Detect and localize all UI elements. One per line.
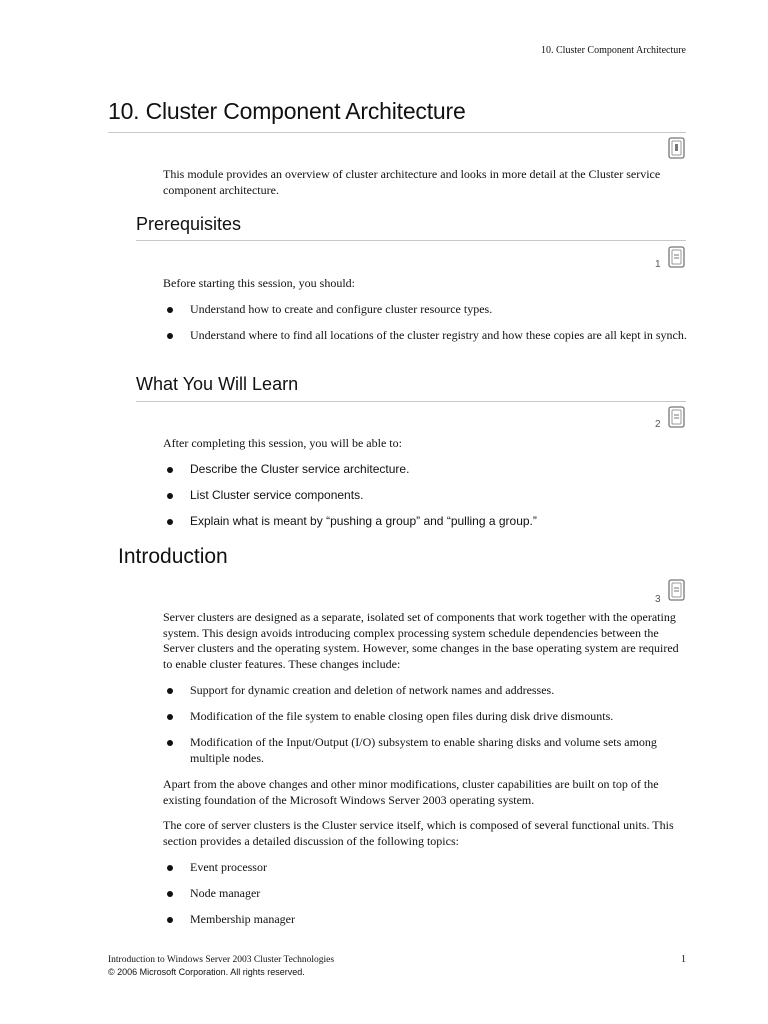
prerequisites-divider	[136, 240, 686, 241]
topics-list	[163, 860, 687, 938]
title-divider	[108, 132, 686, 133]
slide-icon	[667, 246, 686, 268]
prerequisites-list	[163, 302, 687, 354]
slide-number: 1	[655, 259, 661, 270]
list-item: Understand where to find all locations of the cluster registry and how these copies are all kept in synch.	[163, 328, 687, 344]
learn-lead: After completing this session, you will be able to:	[163, 436, 402, 450]
list-item: Understand how to create and configure cluster resource types.	[163, 302, 687, 318]
core-paragraph: The core of server clusters is the Cluster service itself, which is composed of several functional units. This section provides a detailed discussion of the following topics:	[163, 818, 674, 848]
list-item: Modification of the Input/Output (I/O) subsystem to enable sharing disks and volume sets among multiple nodes.	[163, 735, 687, 766]
footer-copyright: © 2006 Microsoft Corporation. All rights reserved.	[108, 967, 305, 977]
footer	[108, 954, 334, 978]
slide-icon	[667, 137, 686, 159]
page-number: 1	[681, 954, 686, 965]
slide-icon	[667, 406, 686, 428]
learn-divider	[136, 401, 686, 402]
foundation-paragraph: Apart from the above changes and other minor modifications, cluster capabilities are built on top of the existing foundation of the Microsoft Windows Server 2003 operating system.	[163, 777, 659, 807]
prerequisites-lead: Before starting this session, you should:	[163, 276, 355, 290]
list-item: Event processor	[163, 860, 687, 876]
page-title: 10. Cluster Component Architecture	[108, 98, 466, 124]
list-item: Describe the Cluster service architecture.	[163, 462, 687, 478]
learn-list	[163, 462, 687, 540]
changes-list	[163, 683, 687, 777]
slide-number: 2	[655, 419, 661, 430]
introduction-heading: Introduction	[118, 545, 228, 568]
running-header: 10. Cluster Component Architecture	[541, 45, 686, 56]
prerequisites-heading: Prerequisites	[136, 214, 242, 234]
slide-icon	[667, 579, 686, 601]
slide-number: 3	[655, 594, 661, 605]
list-item: Node manager	[163, 886, 687, 902]
intro-paragraph: This module provides an overview of cluster architecture and looks in more detail at the Cluster service component architecture.	[163, 167, 661, 197]
list-item: Support for dynamic creation and deletion of network names and addresses.	[163, 683, 687, 699]
footer-book-title: Introduction to Windows Server 2003 Cluster Technologies	[108, 955, 335, 965]
list-item: Membership manager	[163, 912, 687, 928]
list-item: Modification of the file system to enable closing open files during disk drive dismounts.	[163, 709, 687, 725]
list-item: List Cluster service components.	[163, 488, 687, 504]
introduction-paragraph: Server clusters are designed as a separate, isolated set of components that work together with the operating system. This design avoids introducing complex processing system schedule dependencies between the Server clusters and the operating system. However, some changes in the base operating system are required to enable cluster features. These changes include:	[163, 610, 679, 671]
list-item: Explain what is meant by “pushing a group” and “pulling a group.”	[163, 514, 687, 530]
learn-heading: What You Will Learn	[136, 374, 299, 394]
